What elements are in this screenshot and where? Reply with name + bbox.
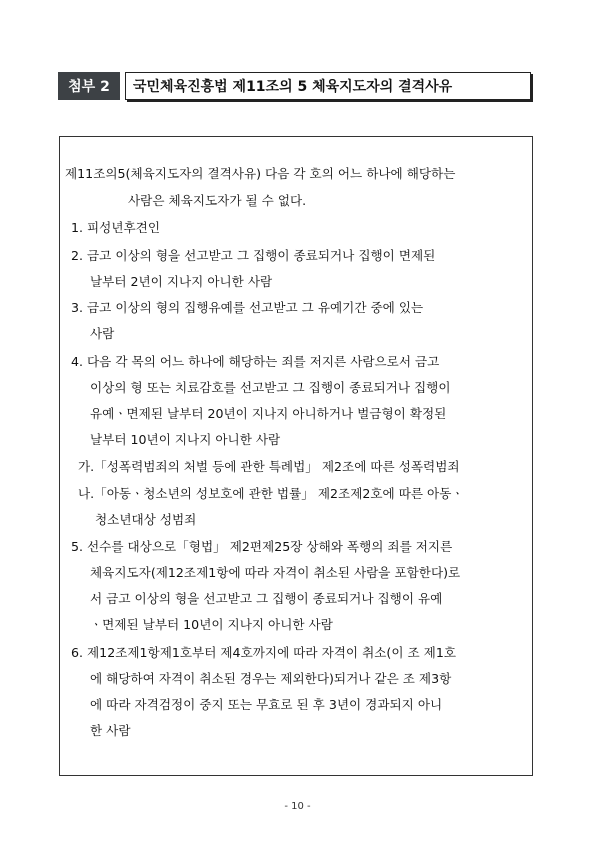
page-number: - 10 - [284,801,311,812]
item-5-line-1: 5. 선수를 대상으로「형법」 제2편제25장 상해와 폭행의 죄를 저지른 [71,539,453,554]
item-1-line-1: 1. 피성년후견인 [71,220,161,235]
intro-line-1: 제11조의5(체육지도자의 결격사유) 다음 각 호의 어느 하나에 해당하는 [65,166,456,181]
item-2-line-1: 2. 금고 이상의 형을 선고받고 그 집행이 종료되거나 집행이 면제된 [71,248,436,263]
item-4-na-line-1: 나.「아동ㆍ청소년의 성보호에 관한 법률」 제2조제2호에 따른 아동ㆍ [78,486,464,501]
item-4-line-3: 유예ㆍ면제된 날부터 20년이 지나지 아니하거나 벌금형이 확정된 [90,406,447,421]
item-4-line-1: 4. 다음 각 목의 어느 하나에 해당하는 죄를 저지른 사람으로서 금고 [71,354,440,369]
attachment-title: 국민체육진흥법 제11조의 5 체육지도자의 결격사유 [125,72,531,100]
item-6-line-1: 6. 제12조제1항제1호부터 제4호까지에 따라 자격이 취소(이 조 제1호 [71,645,456,660]
item-4-ga-line-1: 가.「성폭력범죄의 처벌 등에 관한 특례법」 제2조에 따른 성폭력범죄 [78,459,460,474]
item-5-line-4: ㆍ면제된 날부터 10년이 지나지 아니한 사람 [90,617,333,632]
item-4-line-4: 날부터 10년이 지나지 아니한 사람 [90,432,281,447]
item-6-line-2: 에 해당하여 자격이 취소된 경우는 제외한다)되거나 같은 조 제3항 [90,671,452,686]
intro-line-2: 사람은 체육지도자가 될 수 없다. [128,193,307,208]
item-6-line-4: 한 사람 [90,723,131,738]
attachment-header [58,72,531,100]
attachment-tag: 첨부 2 [58,72,120,100]
item-3-line-2: 사람 [90,326,115,341]
item-5-line-2: 체육지도자(제12조제1항에 따라 자격이 취소된 사람을 포함한다)로 [90,565,461,580]
item-3-line-1: 3. 금고 이상의 형의 집행유예를 선고받고 그 유예기간 중에 있는 [71,300,424,315]
item-6-line-3: 에 따라 자격검정이 중지 또는 무효로 된 후 3년이 경과되지 아니 [90,697,443,712]
item-4-na-line-2: 청소년대상 성범죄 [95,512,197,527]
item-4-line-2: 이상의 형 또는 치료감호를 선고받고 그 집행이 종료되거나 집행이 [90,380,451,395]
item-2-line-2: 날부터 2년이 지나지 아니한 사람 [90,274,273,289]
item-5-line-3: 서 금고 이상의 형을 선고받고 그 집행이 종료되거나 집행이 유예 [90,591,443,606]
